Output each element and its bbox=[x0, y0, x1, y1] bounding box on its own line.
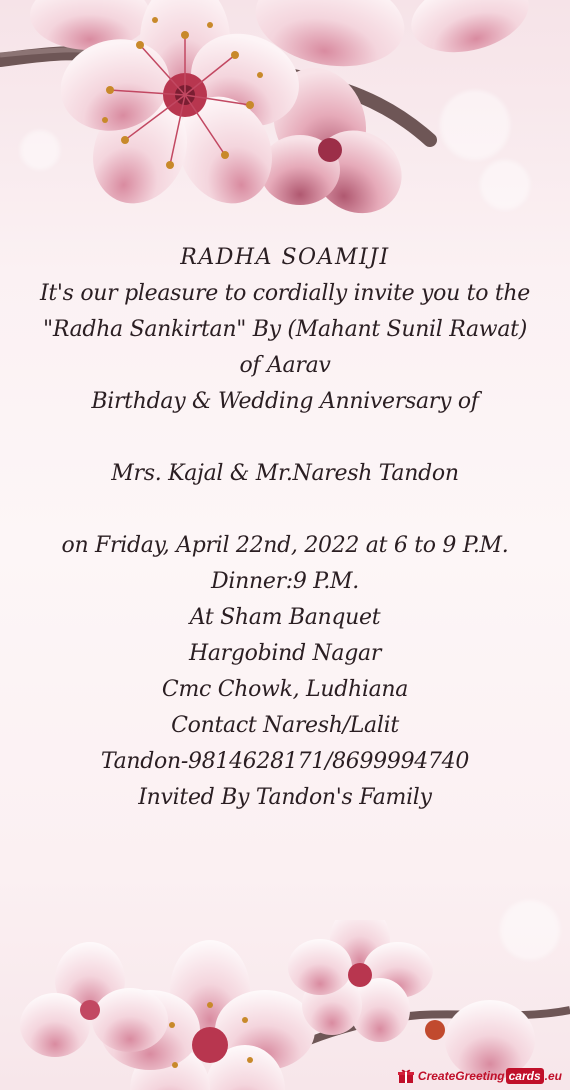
watermark-text-part2: cards bbox=[506, 1068, 544, 1084]
contact-line: Contact Naresh/Lalit bbox=[171, 713, 399, 738]
host-names: Mrs. Kajal & Mr.Naresh Tandon bbox=[111, 461, 459, 486]
invitation-line: "Radha Sankirtan" By (Mahant Sunil Rawat) bbox=[43, 317, 527, 342]
venue: At Sham Banquet bbox=[189, 605, 381, 630]
event-date: on Friday, April 22nd, 2022 at 6 to 9 P.M. bbox=[61, 533, 509, 558]
invitation-line: It's our pleasure to cordially invite you to the bbox=[40, 281, 530, 306]
address-line: Cmc Chowk, Ludhiana bbox=[161, 677, 409, 702]
watermark-logo[interactable] bbox=[397, 1068, 562, 1084]
invitation-text bbox=[0, 240, 570, 816]
watermark-text-part1: CreateGreeting bbox=[417, 1069, 505, 1083]
blank-line bbox=[0, 420, 570, 456]
dinner-time: Dinner:9 P.M. bbox=[211, 569, 359, 594]
cherry-blossom-bottom-illustration bbox=[0, 920, 570, 1090]
cherry-blossom-top-illustration bbox=[0, 0, 570, 230]
invited-by: Invited By Tandon's Family bbox=[138, 785, 432, 810]
invitation-heading: RADHA SOAMIJI bbox=[180, 245, 390, 270]
gift-box-icon bbox=[397, 1068, 415, 1084]
phone-numbers: Tandon-9814628171/8699994740 bbox=[100, 749, 470, 774]
watermark-text-part3: .eu bbox=[544, 1069, 562, 1083]
blank-line bbox=[0, 492, 570, 528]
invitation-line: Birthday & Wedding Anniversary of bbox=[91, 389, 479, 414]
invitation-line: of Aarav bbox=[239, 353, 331, 378]
address-line: Hargobind Nagar bbox=[188, 641, 382, 666]
